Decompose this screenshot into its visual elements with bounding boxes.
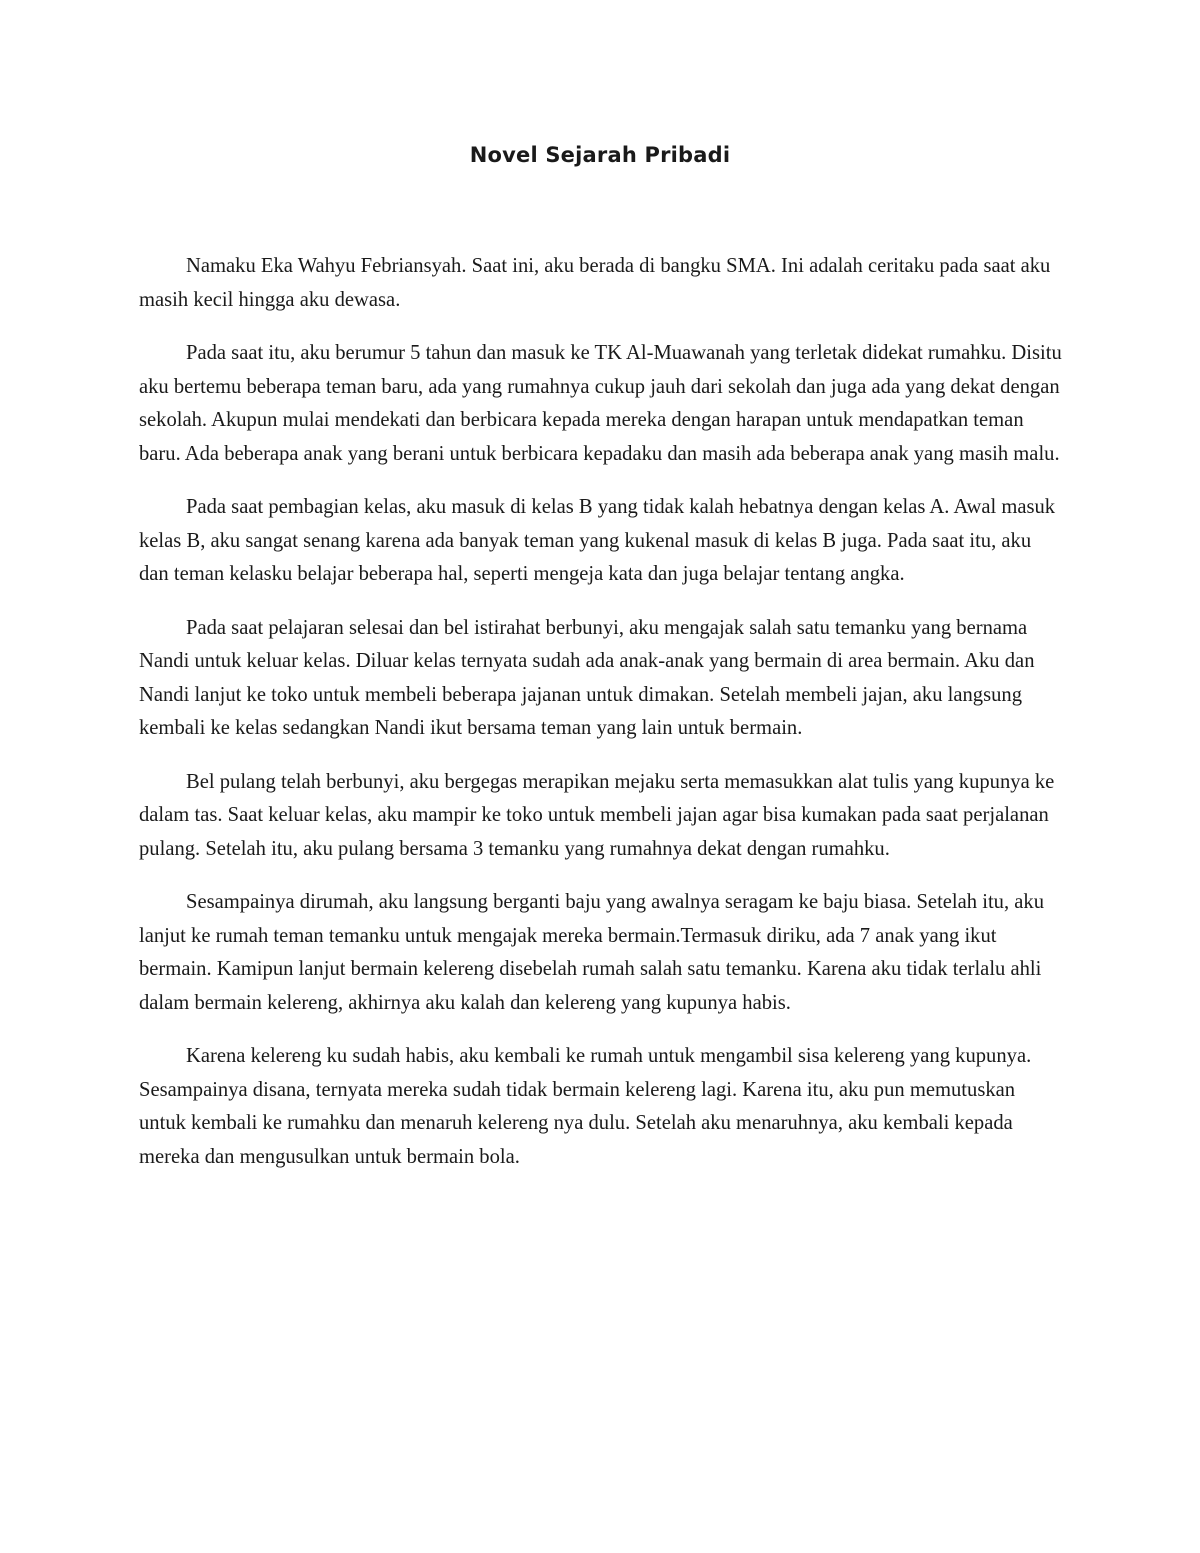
paragraph: Bel pulang telah berbunyi, aku bergegas merapikan mejaku serta memasukkan alat tulis yang kupunya ke dalam tas. Saat keluar kelas, aku mampir ke toko untuk membeli jajan agar bisa kumakan pada saat perjalanan pulang. Setelah itu, aku pulang bersama 3 temanku yang rumahnya dekat dengan rumahku. [139, 770, 1055, 860]
paragraph: Karena kelereng ku sudah habis, aku kembali ke rumah untuk mengambil sisa kelereng yang kupunya. Sesampainya disana, ternyata mereka sudah tidak bermain kelereng lagi. Karena itu, aku pun memutuskan untuk kembali ke rumahku dan menaruh kelereng nya dulu. Setelah aku menaruhnya, aku kembali kepada mereka dan mengusulkan untuk bermain bola. [139, 1045, 1032, 1168]
document-title: Novel Sejarah Pribadi [469, 143, 731, 167]
paragraph: Pada saat pembagian kelas, aku masuk di kelas B yang tidak kalah hebatnya dengan kelas A. Awal masuk kelas B, aku sangat senang karena ada banyak teman yang kukenal masuk di kelas B juga. Pada saat itu, aku dan teman kelasku belajar beberapa hal, seperti mengeja kata dan juga belajar tentang angka. [139, 496, 1056, 585]
paragraph: Namaku Eka Wahyu Febriansyah. Saat ini, aku berada di bangku SMA. Ini adalah ceritaku pada saat aku masih kecil hingga aku dewasa. [139, 255, 1051, 311]
paragraph: Pada saat itu, aku berumur 5 tahun dan masuk ke TK Al-Muawanah yang terletak didekat rumahku. Disitu aku bertemu beberapa teman baru, ada yang rumahnya cukup jauh dari sekolah dan juga ada yang dekat dengan sekolah. Akupun mulai mendekati dan berbicara kepada mereka dengan harapan untuk mendapatkan teman baru. Ada beberapa anak yang berani untuk berbicara kepadaku dan masih ada beberapa anak yang masih malu. [139, 342, 1062, 465]
paragraph: Sesampainya dirumah, aku langsung berganti baju yang awalnya seragam ke baju biasa. Setelah itu, aku lanjut ke rumah teman temanku untuk mengajak mereka bermain.Termasuk diriku, ada 7 anak yang ikut bermain. Kamipun lanjut bermain kelereng disebelah rumah salah satu temanku. Karena aku tidak terlalu ahli dalam bermain kelereng, akhirnya aku kalah dan kelereng yang kupunya habis. [139, 891, 1045, 1014]
paragraph: Pada saat pelajaran selesai dan bel istirahat berbunyi, aku mengajak salah satu temanku yang bernama Nandi untuk keluar kelas. Diluar kelas ternyata sudah ada anak-anak yang bermain di area bermain. Aku dan Nandi lanjut ke toko untuk membeli beberapa jajanan untuk dimakan. Setelah membeli jajan, aku langsung kembali ke kelas sedangkan Nandi ikut bersama teman yang lain untuk bermain. [139, 616, 1035, 739]
document-body [139, 250, 1064, 1194]
